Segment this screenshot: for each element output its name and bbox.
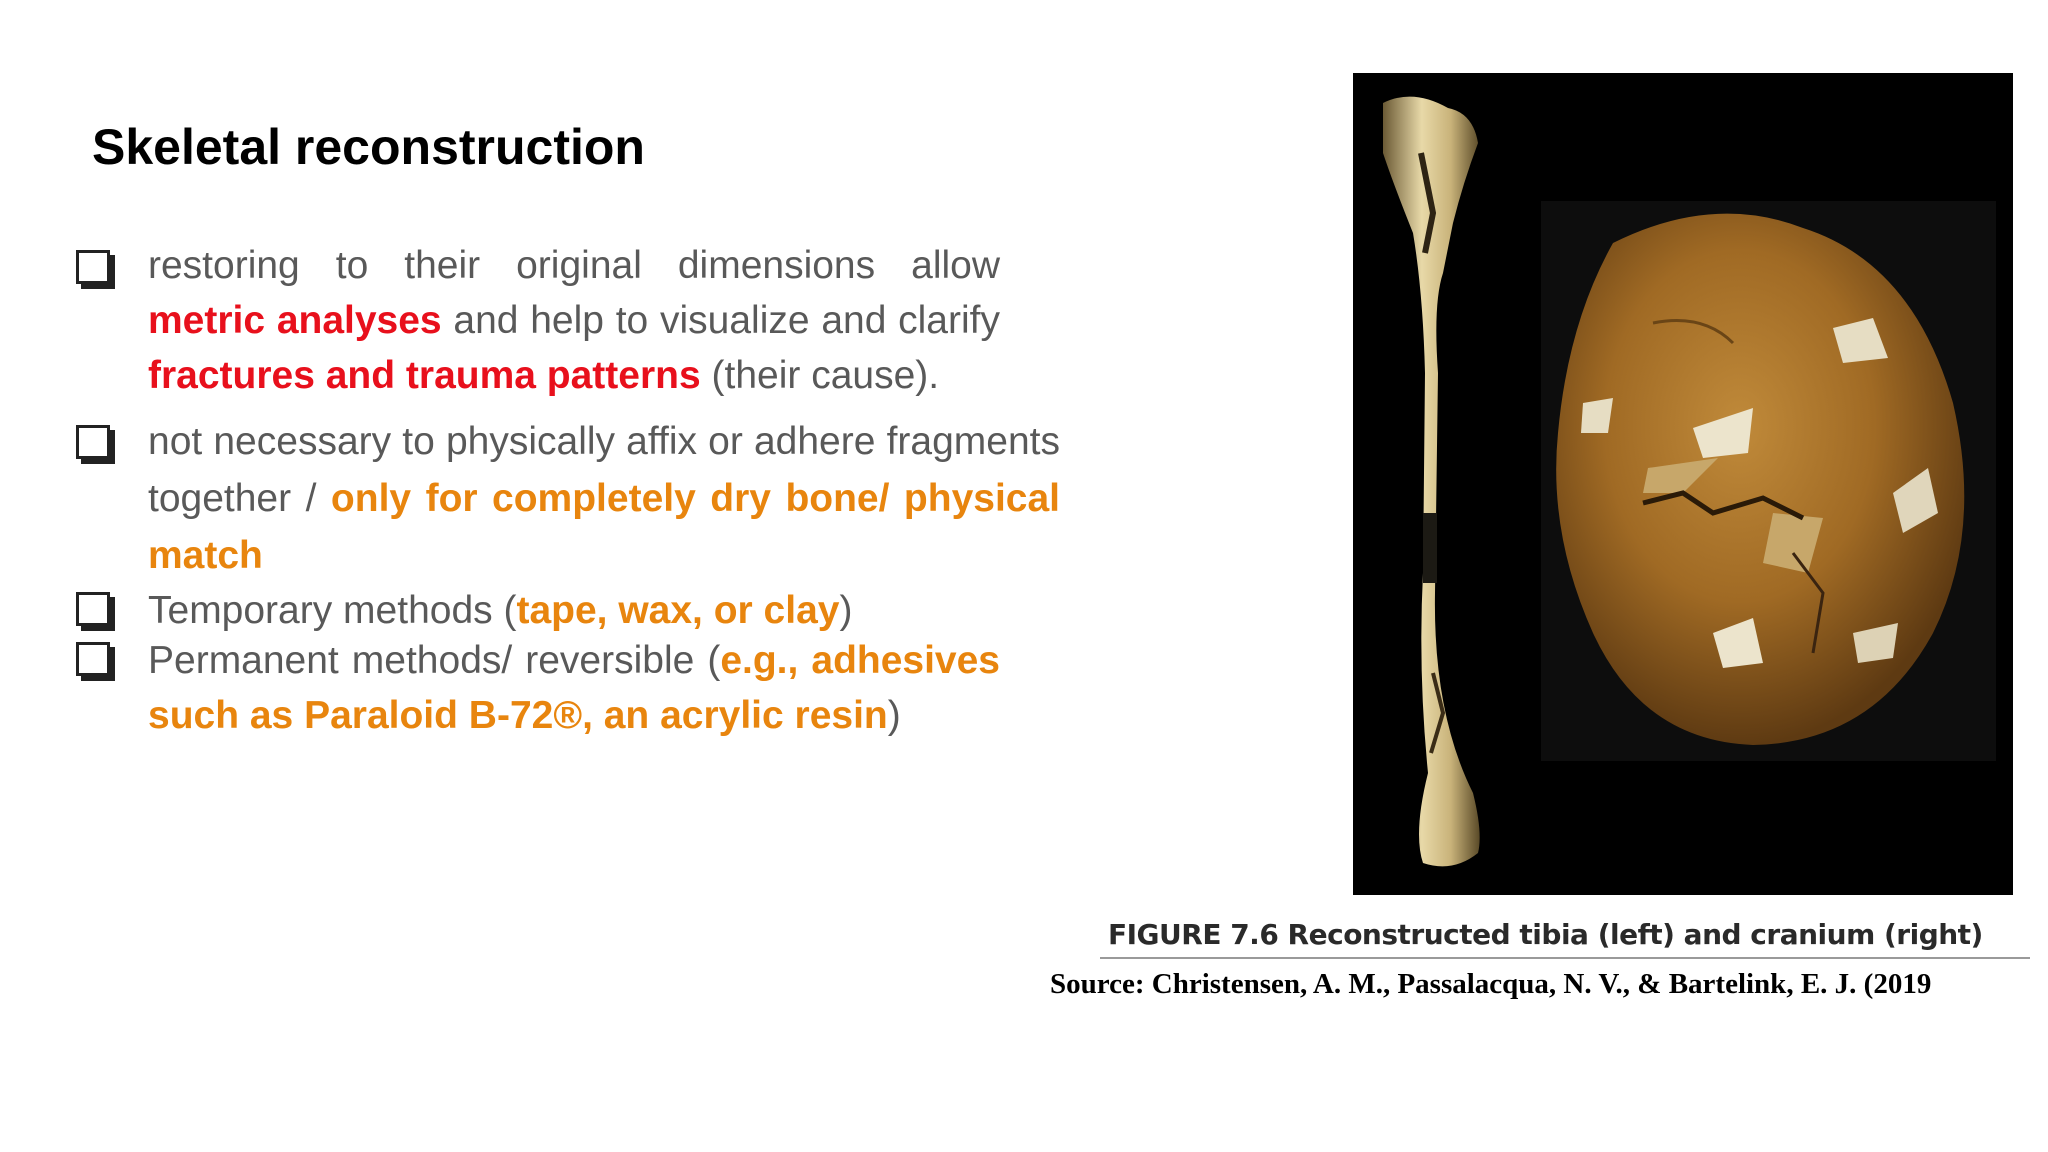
caption-divider	[1100, 957, 2030, 959]
bullet-segment: (their cause).	[700, 354, 940, 397]
bullet-list	[70, 238, 1060, 743]
bullet-highlight: only for completely dry bone/ physical match	[148, 477, 1060, 577]
bullet-highlight: tape, wax, or clay	[516, 589, 840, 632]
bullet-segment: not necessary to physically affix or adhere fragments together /	[148, 420, 1060, 520]
bullet-segment: )	[887, 694, 901, 737]
figure-caption: FIGURE 7.6 Reconstructed tibia (left) and cranium (right)	[1108, 918, 1983, 951]
bullet-highlight: fractures and trauma patterns	[148, 354, 701, 397]
checkbox-icon	[76, 642, 110, 676]
checkbox-icon	[76, 425, 110, 459]
tibia-bone	[1383, 97, 1480, 867]
bullet-segment: and help to visualize and clarify	[441, 299, 1000, 342]
bullet-item	[70, 238, 1000, 403]
bullet-item	[70, 633, 1000, 743]
bullet-item	[70, 583, 1000, 638]
bullet-segment: Permanent methods/ reversible (	[148, 639, 721, 682]
figure-photo	[1353, 73, 2013, 895]
bullet-text	[148, 583, 1000, 638]
tibia-cranium-illustration	[1353, 73, 2013, 895]
slide-title: Skeletal reconstruction	[92, 119, 645, 175]
checkbox-icon	[76, 592, 110, 626]
source-citation: Source: Christensen, A. M., Passalacqua, N. V., & Bartelink, E. J. (2019	[1050, 968, 1932, 1000]
bullet-text	[148, 633, 1000, 743]
bullet-text	[148, 413, 1060, 584]
bullet-text	[148, 238, 1000, 403]
bullet-segment: Temporary methods (	[148, 589, 517, 632]
bullet-highlight: metric analyses	[148, 299, 442, 342]
bullet-segment: restoring to their original dimensions allow	[148, 244, 1000, 287]
bullet-segment: )	[839, 589, 853, 632]
bullet-highlight: e.g., adhesives such as Paraloid B-72®, an acrylic resin	[148, 639, 1000, 737]
checkbox-icon	[76, 250, 110, 284]
bullet-item	[70, 413, 1060, 584]
